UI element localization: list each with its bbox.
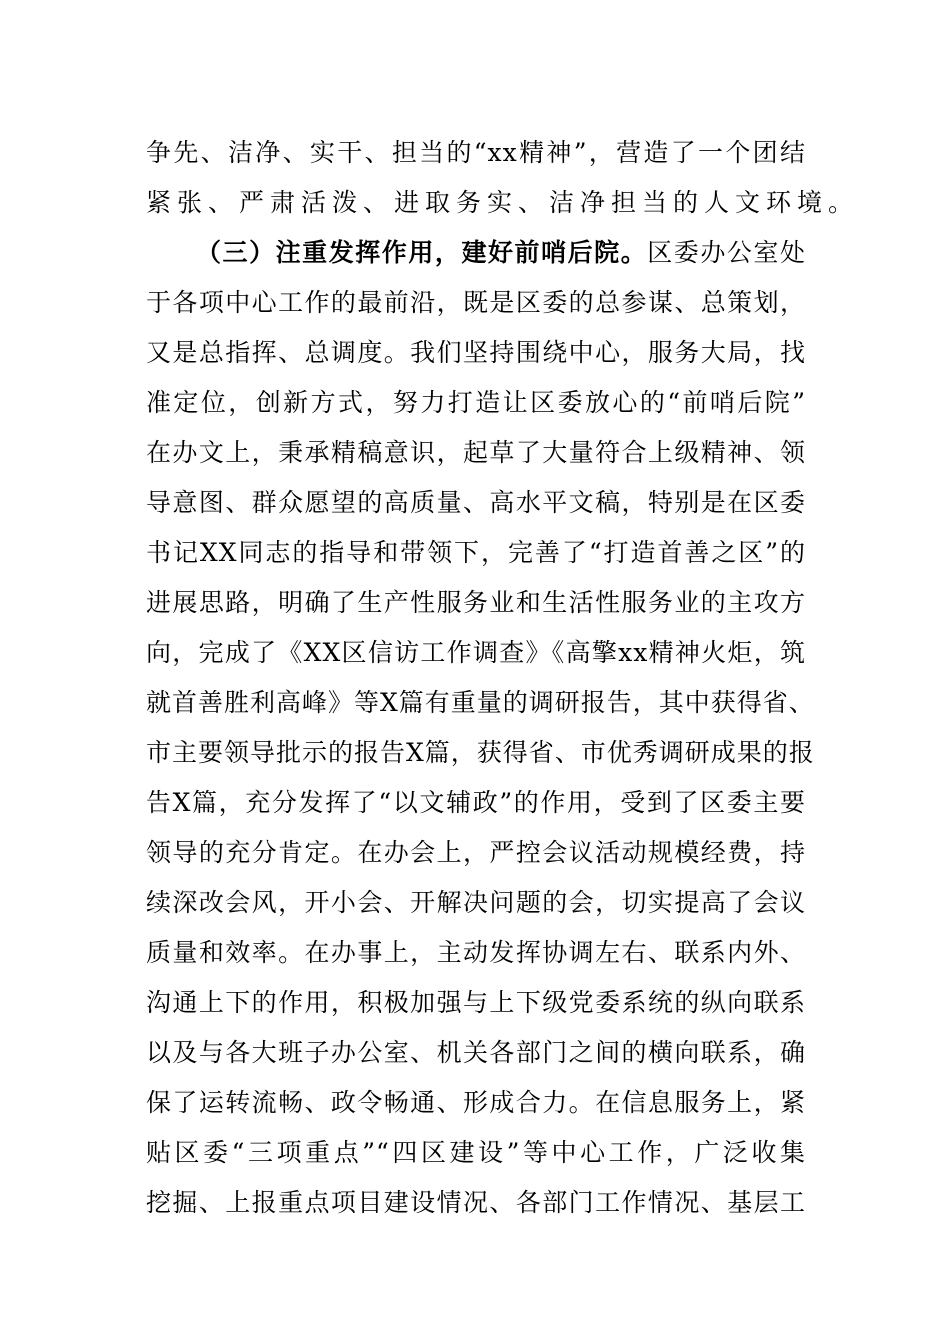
body-text-line: 以及与各大班子办公室、机关各部门之间的横向联系，确 <box>146 1038 806 1067</box>
body-text-line: 质量和效率。在办事上，主动发挥协调左右、联系内外、 <box>146 938 806 967</box>
body-text-line: 书记XX同志的指导和带领下，完善了“打造首善之区”的 <box>146 538 806 567</box>
body-text-line: 于各项中心工作的最前沿，既是区委的总参谋、总策划， <box>146 288 806 317</box>
body-text-line: 又是总指挥、总调度。我们坚持围绕中心，服务大局，找 <box>146 338 806 367</box>
body-text-line: 市主要领导批示的报告X篇，获得省、市优秀调研成果的报 <box>146 738 815 767</box>
body-text-line: 贴区委“三项重点”“四区建设”等中心工作，广泛收集 <box>146 1138 806 1167</box>
body-text-line: 续深改会风，开小会、开解决问题的会，切实提高了会议 <box>146 888 806 917</box>
body-text-line: 领导的充分肯定。在办会上，严控会议活动规模经费，持 <box>146 838 806 867</box>
section-paragraph-first-line <box>196 233 806 273</box>
body-text-line: 进展思路，明确了生产性服务业和生活性服务业的主攻方 <box>146 588 806 617</box>
body-text-line: 就首善胜利高峰》等X篇有重量的调研报告，其中获得省、 <box>146 688 815 717</box>
body-text-line: 在办文上，秉承精稿意识，起草了大量符合上级精神、领 <box>146 438 806 467</box>
body-text-line: 争先、洁净、实干、担当的“xx精神”，营造了一个团结 <box>146 138 806 167</box>
section-heading: （三）注重发挥作用，建好前哨后院。 <box>196 238 648 267</box>
body-text-line: 告X篇，充分发挥了“以文辅政”的作用，受到了区委主要 <box>146 788 806 817</box>
body-text-line: 准定位，创新方式，努力打造让区委放心的“前哨后院” <box>146 388 806 417</box>
body-text-line: 向，完成了《XX区信访工作调查》《高擎xx精神火炬，筑 <box>146 638 806 667</box>
body-text-span: 区委办公室处 <box>647 238 806 267</box>
body-text-line: 保了运转流畅、政令畅通、形成合力。在信息服务上，紧 <box>146 1088 806 1117</box>
body-text-line: 挖掘、上报重点项目建设情况、各部门工作情况、基层工 <box>146 1188 806 1217</box>
body-text-line: 紧张、严肃活泼、进取务实、洁净担当的人文环境。 <box>146 188 860 217</box>
body-text-line: 沟通上下的作用，积极加强与上下级党委系统的纵向联系 <box>146 988 806 1017</box>
body-text-line: 导意图、群众愿望的高质量、高水平文稿，特别是在区委 <box>146 488 806 517</box>
